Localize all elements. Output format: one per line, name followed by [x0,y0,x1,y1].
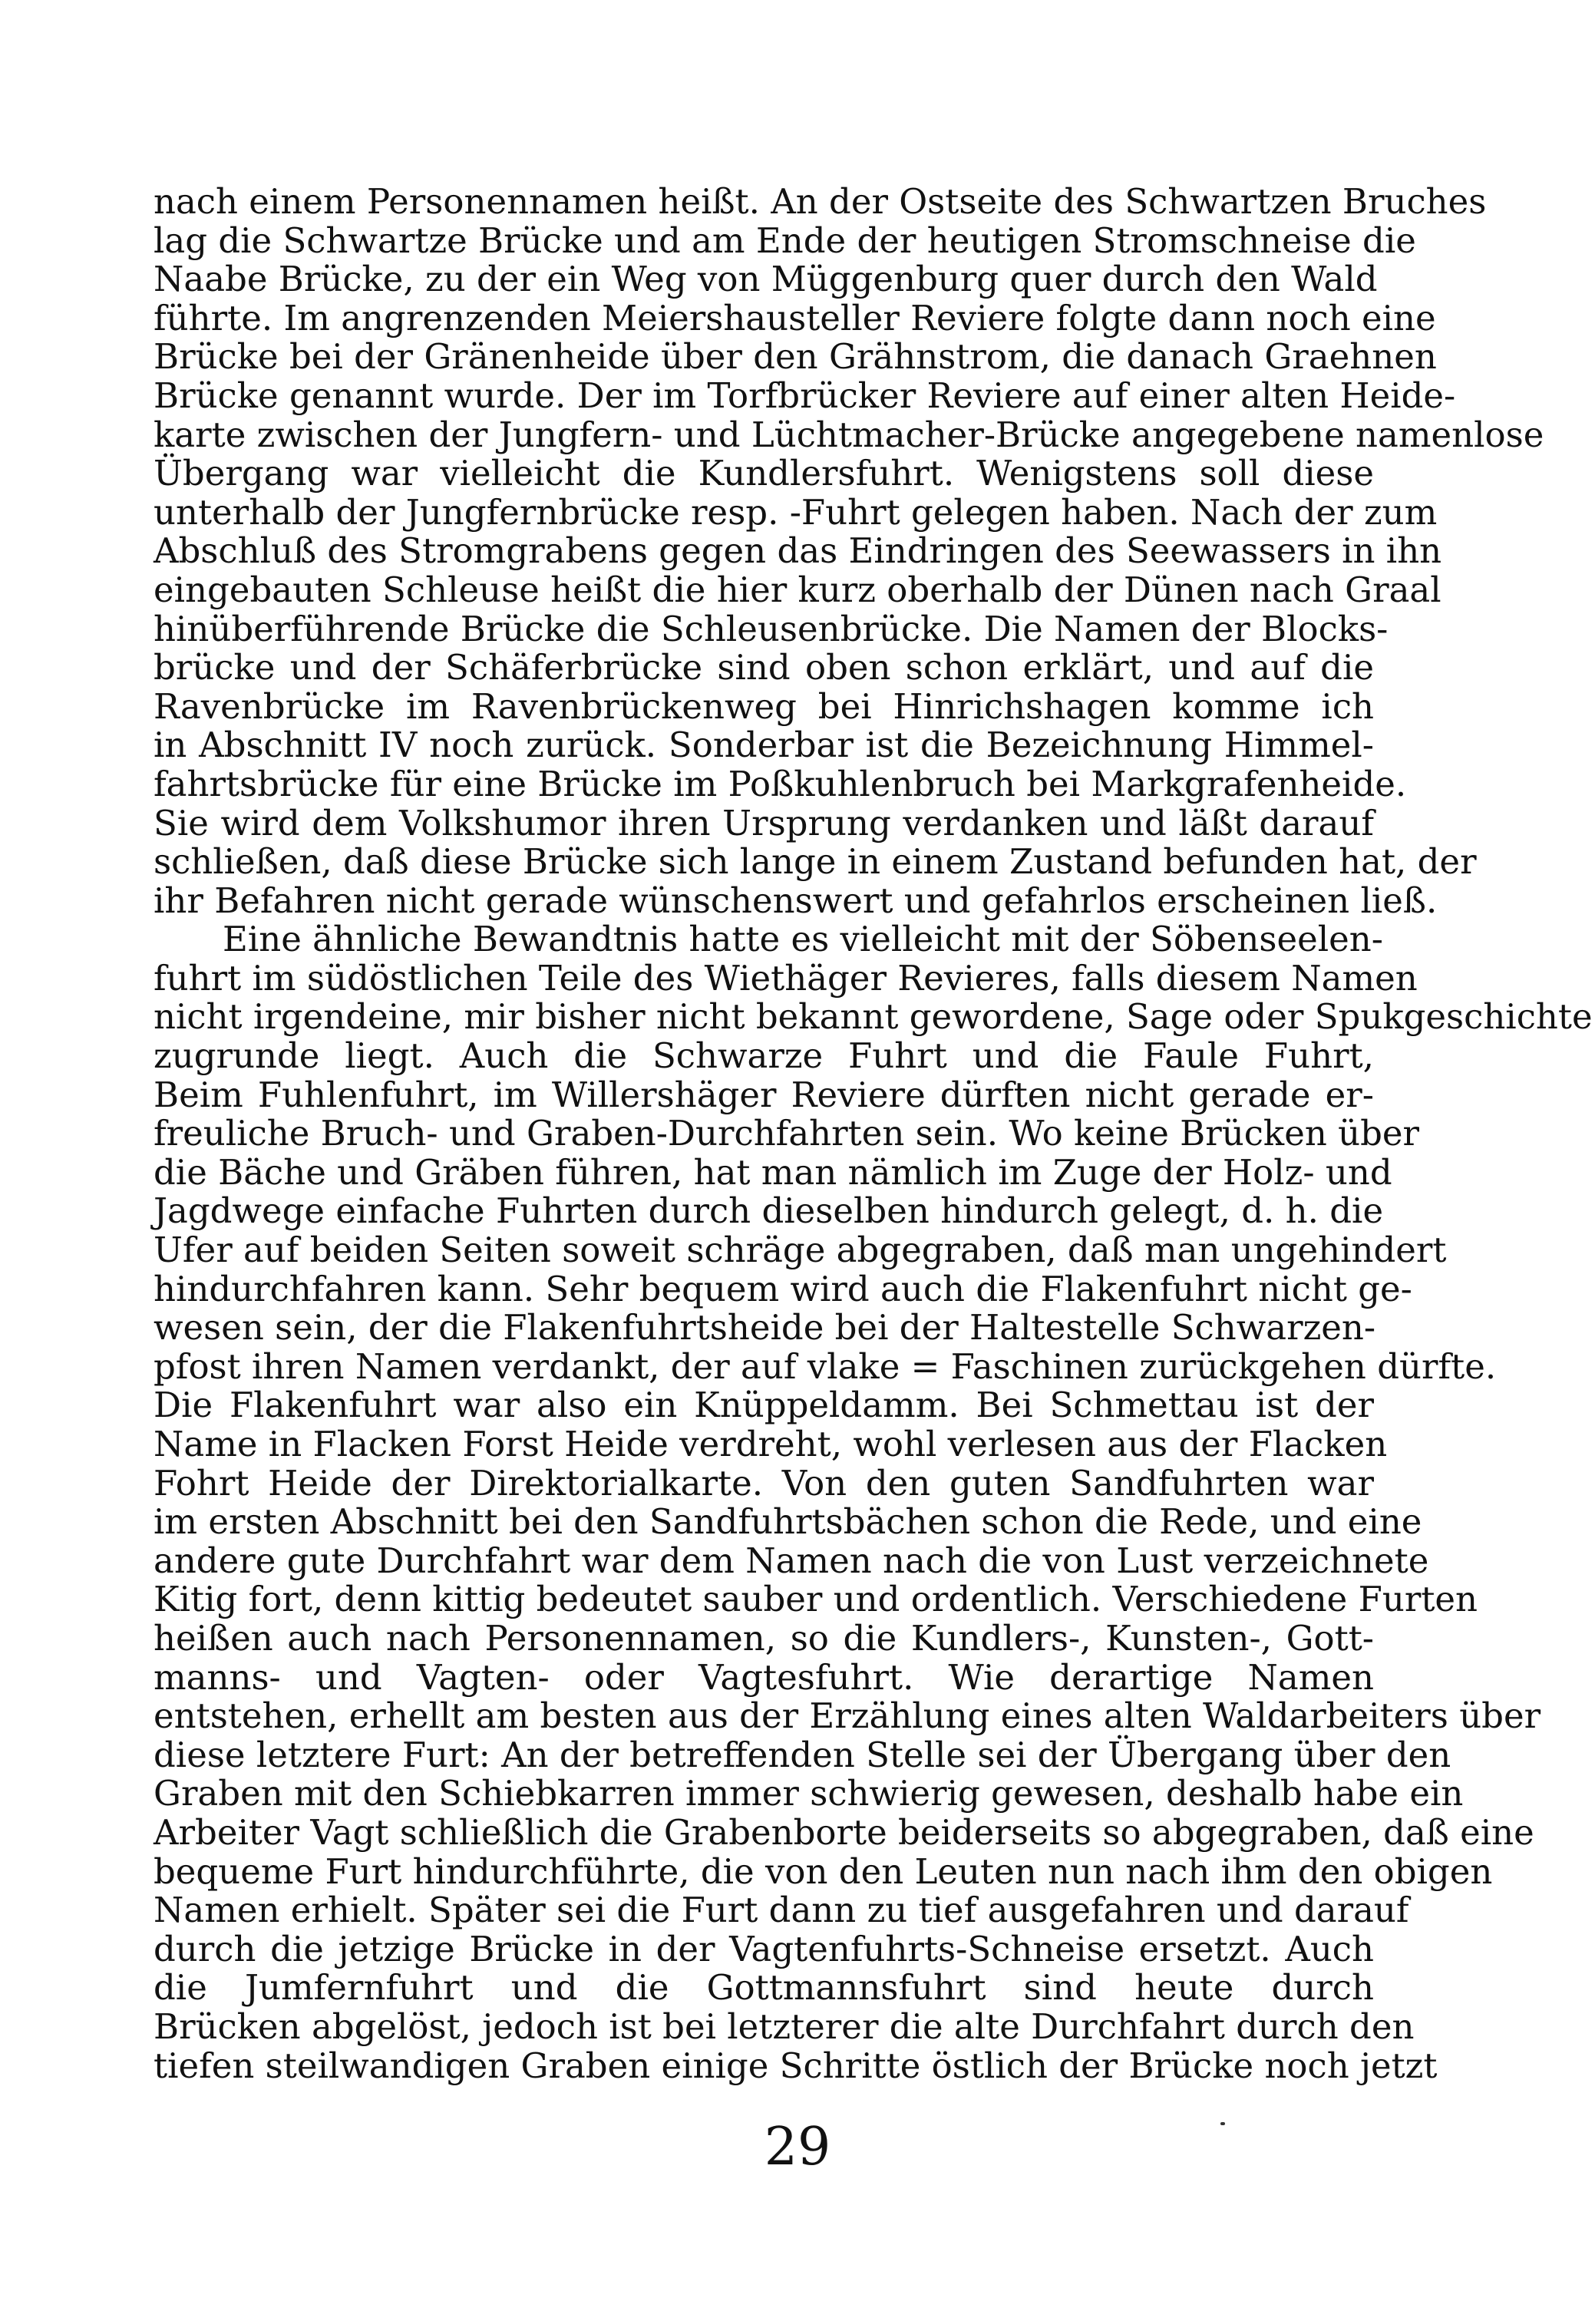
text-line: Sie wird dem Volkshumor ihren Ursprung verdanken und läßt darauf [154,802,1374,843]
text-line: Ravenbrücke im Ravenbrückenweg bei Hinrichshagen komme ich [154,685,1374,727]
text-line: in Abschnitt IV noch zurück. Sonderbar ist die Bezeichnung Himmel- [154,725,1374,766]
ink-speck [1220,2122,1225,2125]
text-line: manns- und Vagten- oder Vagtesfuhrt. Wie derartige Namen [154,1656,1374,1698]
text-line: durch die jetzige Brücke in der Vagtenfuhrts-Schneise ersetzt. Auch [154,1928,1374,1969]
text-line: Ufer auf beiden Seiten soweit schräge abgegraben, daß man ungehindert [154,1230,1447,1271]
text-line: Jagdwege einfache Fuhrten durch dieselben hindurch gelegt, d. h. die [154,1190,1384,1232]
text-line: die Jumfernfuhrt und die Gottmannsfuhrt sind heute durch [154,1967,1374,2009]
text-line: Kitig fort, denn kittig bedeutet sauber und ordentlich. Verschiedene Furten [154,1579,1478,1620]
page-number: 29 [764,2117,831,2177]
text-line: fuhrt im südöstlichen Teile des Wiethäger Revieres, falls diesem Namen [154,957,1418,999]
text-line: wesen sein, der die Flakenfuhrtsheide bei der Haltestelle Schwarzen- [154,1307,1376,1349]
text-line: Eine ähnliche Bewandtnis hatte es vielleicht mit der Söbenseelen- [223,919,1383,960]
text-line: heißen auch nach Personennamen, so die Kundlers-, Kunsten-, Gott- [154,1617,1374,1659]
text-line: zugrunde liegt. Auch die Schwarze Fuhrt und die Faule Fuhrt, [154,1035,1374,1077]
text-line: karte zwischen der Jungfern- und Lüchtmacher-Brücke angegebene namenlose [154,414,1544,455]
text-line: Abschluß des Stromgrabens gegen das Eindringen des Seewassers in ihn [154,530,1442,572]
text-line: nach einem Personennamen heißt. An der Ostseite des Schwartzen Bruches [154,181,1487,222]
text-line: pfost ihren Namen verdankt, der auf vlake = Faschinen zurückgehen dürfte. [154,1345,1497,1387]
text-line: Übergang war vielleicht die Kundlersfuhrt. Wenigstens soll diese [154,453,1374,494]
text-line: Brücken abgelöst, jedoch ist bei letzterer die alte Durchfahrt durch den [154,2005,1415,2047]
text-line: andere gute Durchfahrt war dem Namen nach die von Lust verzeichnete [154,1540,1429,1581]
text-line: tiefen steilwandigen Graben einige Schritte östlich der Brücke noch jetzt [154,2045,1438,2086]
body-text [154,181,1593,2086]
text-line: die Bäche und Gräben führen, hat man nämlich im Zuge der Holz- und [154,1151,1392,1193]
text-line: brücke und der Schäferbrücke sind oben schon erklärt, und auf die [154,647,1374,688]
text-line: Naabe Brücke, zu der ein Weg von Müggenburg quer durch den Wald [154,259,1378,300]
text-line: ihr Befahren nicht gerade wünschenswert und gefahrlos erscheinen ließ. [154,880,1438,921]
text-line: unterhalb der Jungfernbrücke resp. -Fuhrt gelegen haben. Nach der zum [154,491,1438,533]
text-line: Name in Flacken Forst Heide verdreht, wohl verlesen aus der Flacken [154,1424,1388,1464]
text-line: führte. Im angrenzenden Meiershausteller Reviere folgte dann noch eine [154,297,1436,338]
text-line: Graben mit den Schiebkarren immer schwierig gewesen, deshalb habe ein [154,1773,1464,1814]
text-line: eingebauten Schleuse heißt die hier kurz oberhalb der Dünen nach Graal [154,569,1441,610]
text-line: Beim Fuhlenfuhrt, im Willershäger Reviere dürften nicht gerade er- [154,1074,1374,1115]
text-line: Arbeiter Vagt schließlich die Grabenborte beiderseits so abgegraben, daß eine [154,1811,1534,1853]
text-line: im ersten Abschnitt bei den Sandfuhrtsbächen schon die Rede, und eine [154,1501,1422,1543]
text-line: hindurchfahren kann. Sehr bequem wird auch die Flakenfuhrt nicht ge- [154,1268,1412,1309]
text-line: hinüberführende Brücke die Schleusenbrücke. Die Namen der Blocks- [154,608,1389,649]
text-line: Brücke genannt wurde. Der im Torfbrücker Reviere auf einer alten Heide- [154,375,1456,416]
text-line: Fohrt Heide der Direktorialkarte. Von den guten Sandfuhrten war [154,1462,1374,1504]
text-line: diese letztere Furt: An der betreffenden Stelle sei der Übergang über den [154,1734,1451,1775]
text-line: fahrtsbrücke für eine Brücke im Poßkuhlenbruch bei Markgrafenheide. [154,763,1407,804]
text-line: lag die Schwartze Brücke und am Ende der heutigen Stromschneise die [154,220,1416,261]
text-line: Die Flakenfuhrt war also ein Knüppeldamm. Bei Schmettau ist der [154,1385,1374,1426]
text-line: Namen erhielt. Später sei die Furt dann zu tief ausgefahren und darauf [154,1890,1409,1931]
text-line: freuliche Bruch- und Graben-Durchfahrten sein. Wo keine Brücken über [154,1113,1420,1154]
page-body [154,181,1593,2086]
text-line: Brücke bei der Gränenheide über den Grähnstrom, die danach Graehnen [154,336,1437,378]
text-line: bequeme Furt hindurchführte, die von den Leuten nun nach ihm den obigen [154,1850,1493,1892]
text-line: nicht irgendeine, mir bisher nicht bekannt gewordene, Sage oder Spukgeschichte [154,996,1593,1038]
text-line: entstehen, erhellt am besten aus der Erzählung eines alten Waldarbeiters über [154,1695,1541,1737]
text-line: schließen, daß diese Brücke sich lange in einem Zustand befunden hat, der [154,841,1477,883]
